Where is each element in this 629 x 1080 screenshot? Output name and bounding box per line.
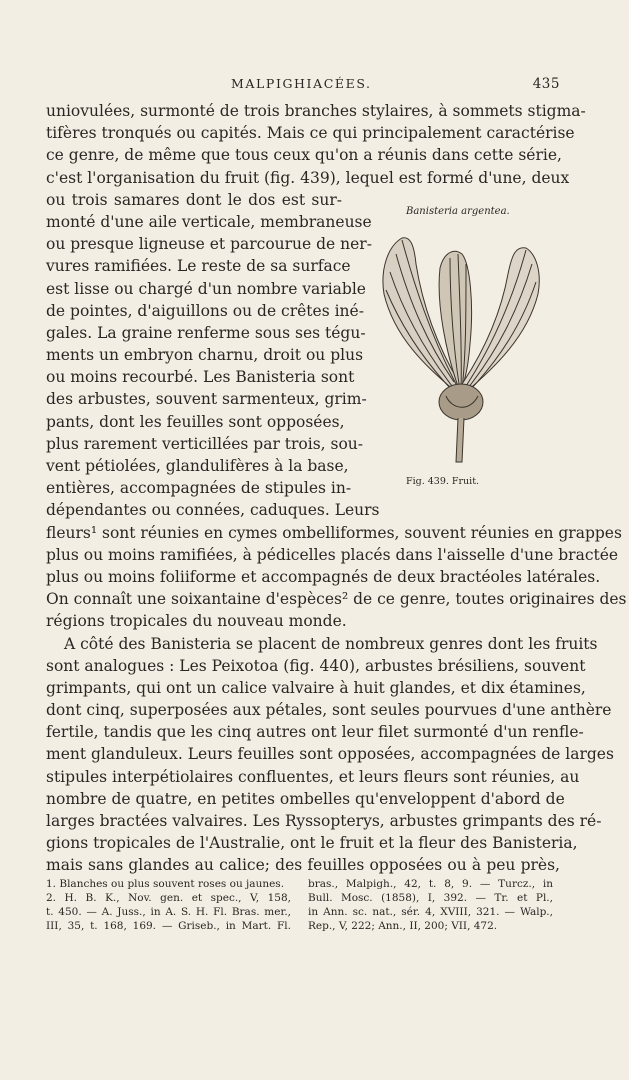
page-number: 435 — [532, 76, 560, 92]
footnote-line: bras., Malpigh., 42, t. 8, 9. — Turcz., in — [308, 878, 553, 890]
text-line: entières, accompagnées de stipules in- — [46, 479, 352, 498]
text-line: tifères tronqués ou capités. Mais ce qui principalement caractérise — [46, 124, 575, 143]
figure-title: Banisteria argentea. — [406, 206, 510, 217]
text-line: de pointes, d'aiguillons ou de crêtes iné- — [46, 301, 364, 320]
text-line: ou presque ligneuse et parcourue de ner- — [46, 235, 372, 254]
samara-fruit-illustration — [366, 224, 552, 472]
text-line: régions tropicales du nouveau monde. — [46, 612, 347, 631]
text-line: plus ou moins ramifiées, à pédicelles placés dans l'aisselle d'une bractée — [46, 545, 619, 564]
text-line: gales. La graine renferme sous ses tégu- — [46, 323, 366, 342]
text-line: grimpants, qui ont un calice valvaire à huit glandes, et dix étamines, — [46, 678, 586, 697]
text-line: ou moins recourbé. Les Banisteria sont — [46, 368, 355, 387]
page-header — [46, 76, 560, 96]
text-line: ou trois samares dont le dos est sur- — [46, 190, 342, 209]
figure-439 — [360, 206, 560, 496]
footnote-line: in Ann. sc. nat., sér. 4, XVIII, 321. — Walp., — [308, 906, 553, 918]
text-line: mais sans glandes au calice; des feuilles opposées ou à peu près, — [46, 856, 560, 875]
footnote-line: Bull. Mosc. (1858), I, 392. — Tr. et Pl., — [308, 892, 553, 904]
text-line: fertile, tandis que les cinq autres ont leur filet surmonté d'un renfle- — [46, 723, 584, 742]
text-line: monté d'une aile verticale, membraneuse — [46, 212, 372, 231]
text-line: ments un embryon charnu, droit ou plus — [46, 346, 364, 365]
text-line: larges bractées valvaires. Les Ryssopterys, arbustes grimpants des ré- — [46, 812, 602, 830]
text-line: stipules interpétiolaires confluentes, et leurs fleurs sont réunies, au — [46, 767, 580, 786]
text-line: ment glanduleux. Leurs feuilles sont opposées, accompagnées de larges — [46, 745, 614, 764]
text-line: plus rarement verticillées par trois, sou- — [46, 434, 364, 453]
text-line: uniovulées, surmonté de trois branches stylaires, à sommets stigma- — [46, 102, 586, 120]
footnote-line: Rep., V, 222; Ann., II, 200; VII, 472. — [308, 920, 498, 932]
footnote-line: 2. H. B. K., Nov. gen. et spec., V, 158, — [46, 892, 291, 904]
text-line: sont analogues : Les Peixotoa (fig. 440), arbustes brésiliens, souvent — [46, 656, 586, 675]
text-line: vent pétiolées, glandulifères à la base, — [46, 457, 349, 475]
text-line: des arbustes, souvent sarmenteux, grim- — [46, 390, 367, 409]
text-line: vures ramifiées. Le reste de sa surface — [46, 257, 351, 276]
text-line: nombre de quatre, en petites ombelles qu'enveloppent d'abord de — [46, 789, 565, 808]
text-line: On connaît une soixantaine d'espèces² de ce genre, toutes originaires des — [46, 590, 627, 609]
text-line: A côté des Banisteria se placent de nombreux genres dont les fruits — [64, 634, 598, 653]
running-title: MALPIGHIACÉES. — [231, 76, 372, 91]
text-line: pants, dont les feuilles sont opposées, — [46, 412, 345, 431]
text-line: gions tropicales de l'Australie, ont le fruit et la fleur des Banisteria, — [46, 834, 578, 853]
figure-caption: Fig. 439. Fruit. — [406, 476, 480, 487]
text-line: plus ou moins foliiforme et accompagnés de deux bractéoles latérales. — [46, 567, 601, 586]
text-line: ce genre, de même que tous ceux qu'on a réunis dans cette série, — [46, 146, 562, 165]
footnotes-left-column — [46, 877, 291, 933]
footnote-line: III, 35, t. 168, 169. — Griseb., in Mart. Fl. — [46, 920, 291, 932]
footnote-line: 1. Blanches ou plus souvent roses ou jaunes. — [46, 878, 285, 890]
text-line: dont cinq, superposées aux pétales, sont seules pourvues d'une anthère — [46, 701, 612, 720]
text-line: c'est l'organisation du fruit (fig. 439), lequel est formé d'une, deux — [46, 168, 570, 187]
text-line: fleurs¹ sont réunies en cymes ombelliformes, souvent réunies en grappes — [46, 523, 622, 542]
text-line: est lisse ou chargé d'un nombre variable — [46, 279, 366, 298]
text-line: dépendantes ou connées, caduques. Leurs — [46, 501, 380, 520]
footnote-line: t. 450. — A. Juss., in A. S. H. Fl. Bras. mer., — [46, 906, 291, 918]
footnotes-right-column — [308, 877, 553, 933]
